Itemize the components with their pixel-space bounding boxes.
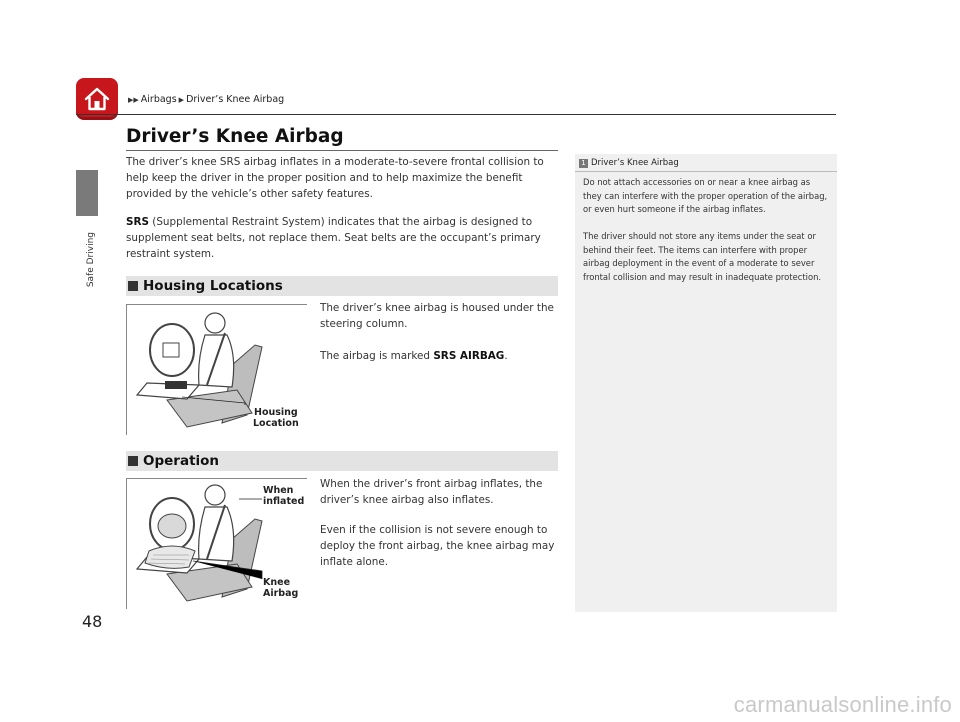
housing-location-figure (126, 304, 307, 435)
header-divider (76, 114, 836, 115)
breadcrumb-arrow-icon: ▶ (178, 95, 185, 104)
figure-label-housing: Housing Location (253, 407, 299, 429)
page-title: Driver’s Knee Airbag (126, 126, 344, 147)
breadcrumb (128, 94, 284, 105)
chapter-label: Safe Driving (86, 232, 96, 288)
section-title-operation: Operation (143, 453, 220, 469)
section-header-housing (126, 276, 558, 296)
note-paragraph-2: The driver should not store any items under the seat or behind their feet. The items can interfere with proper airbag deployment in the event of a moderate to sever frontal collision and may result in inadequate protection. (583, 231, 822, 282)
section-title-housing: Housing Locations (143, 278, 283, 294)
operation-figure (126, 478, 307, 609)
square-bullet-icon (128, 281, 138, 291)
watermark: carmanualsonline.info (733, 692, 952, 717)
operation-description-1: When the driver’s front airbag inflates, the driver’s knee airbag also inflates. (320, 478, 543, 506)
housing-text-prefix: The airbag is marked (320, 350, 434, 362)
chapter-tab[interactable] (76, 170, 98, 216)
srs-term: SRS (126, 216, 149, 228)
note-icon: 1 (579, 159, 588, 168)
note-panel (575, 154, 837, 612)
title-divider (126, 150, 558, 151)
breadcrumb-item-airbags[interactable]: Airbags (140, 94, 177, 105)
home-icon (83, 86, 111, 112)
housing-description-2 (320, 348, 560, 364)
note-paragraph-1: Do not attach accessories on or near a knee airbag as they can interfere with the proper operation of the airbag, or even hurt someone if the airbag inflates. (583, 177, 828, 214)
square-bullet-icon (128, 456, 138, 466)
note-header (579, 158, 679, 168)
page-number: 48 (82, 612, 103, 631)
note-divider (575, 171, 837, 172)
figure-label-knee-airbag: Knee Airbag (263, 577, 299, 599)
srs-paragraph (126, 214, 558, 262)
figure-label-when-inflated: When inflated (263, 485, 305, 507)
breadcrumb-item-current: Driver’s Knee Airbag (186, 94, 285, 105)
srs-airbag-mark: SRS AIRBAG (433, 350, 505, 362)
srs-description: (Supplemental Restraint System) indicates that the airbag is designed to supplement seat belts, not replace them. Seat belts are the occupant’s primary restraint system. (126, 216, 541, 260)
section-header-operation (126, 451, 558, 471)
intro-paragraph: The driver’s knee SRS airbag inflates in a moderate-to-severe frontal collision to help keep the driver in the proper position and to help maximize the benefit provided by the vehicle’s other safety features. (126, 156, 544, 200)
housing-text-suffix: . (504, 350, 508, 362)
operation-description-2: Even if the collision is not severe enough to deploy the front airbag, the knee airbag may inflate alone. (320, 524, 555, 568)
housing-description-1: The driver’s knee airbag is housed under the steering column. (320, 302, 554, 330)
note-title: Driver’s Knee Airbag (591, 158, 679, 168)
breadcrumb-arrow-icon: ▶▶ (128, 95, 139, 104)
